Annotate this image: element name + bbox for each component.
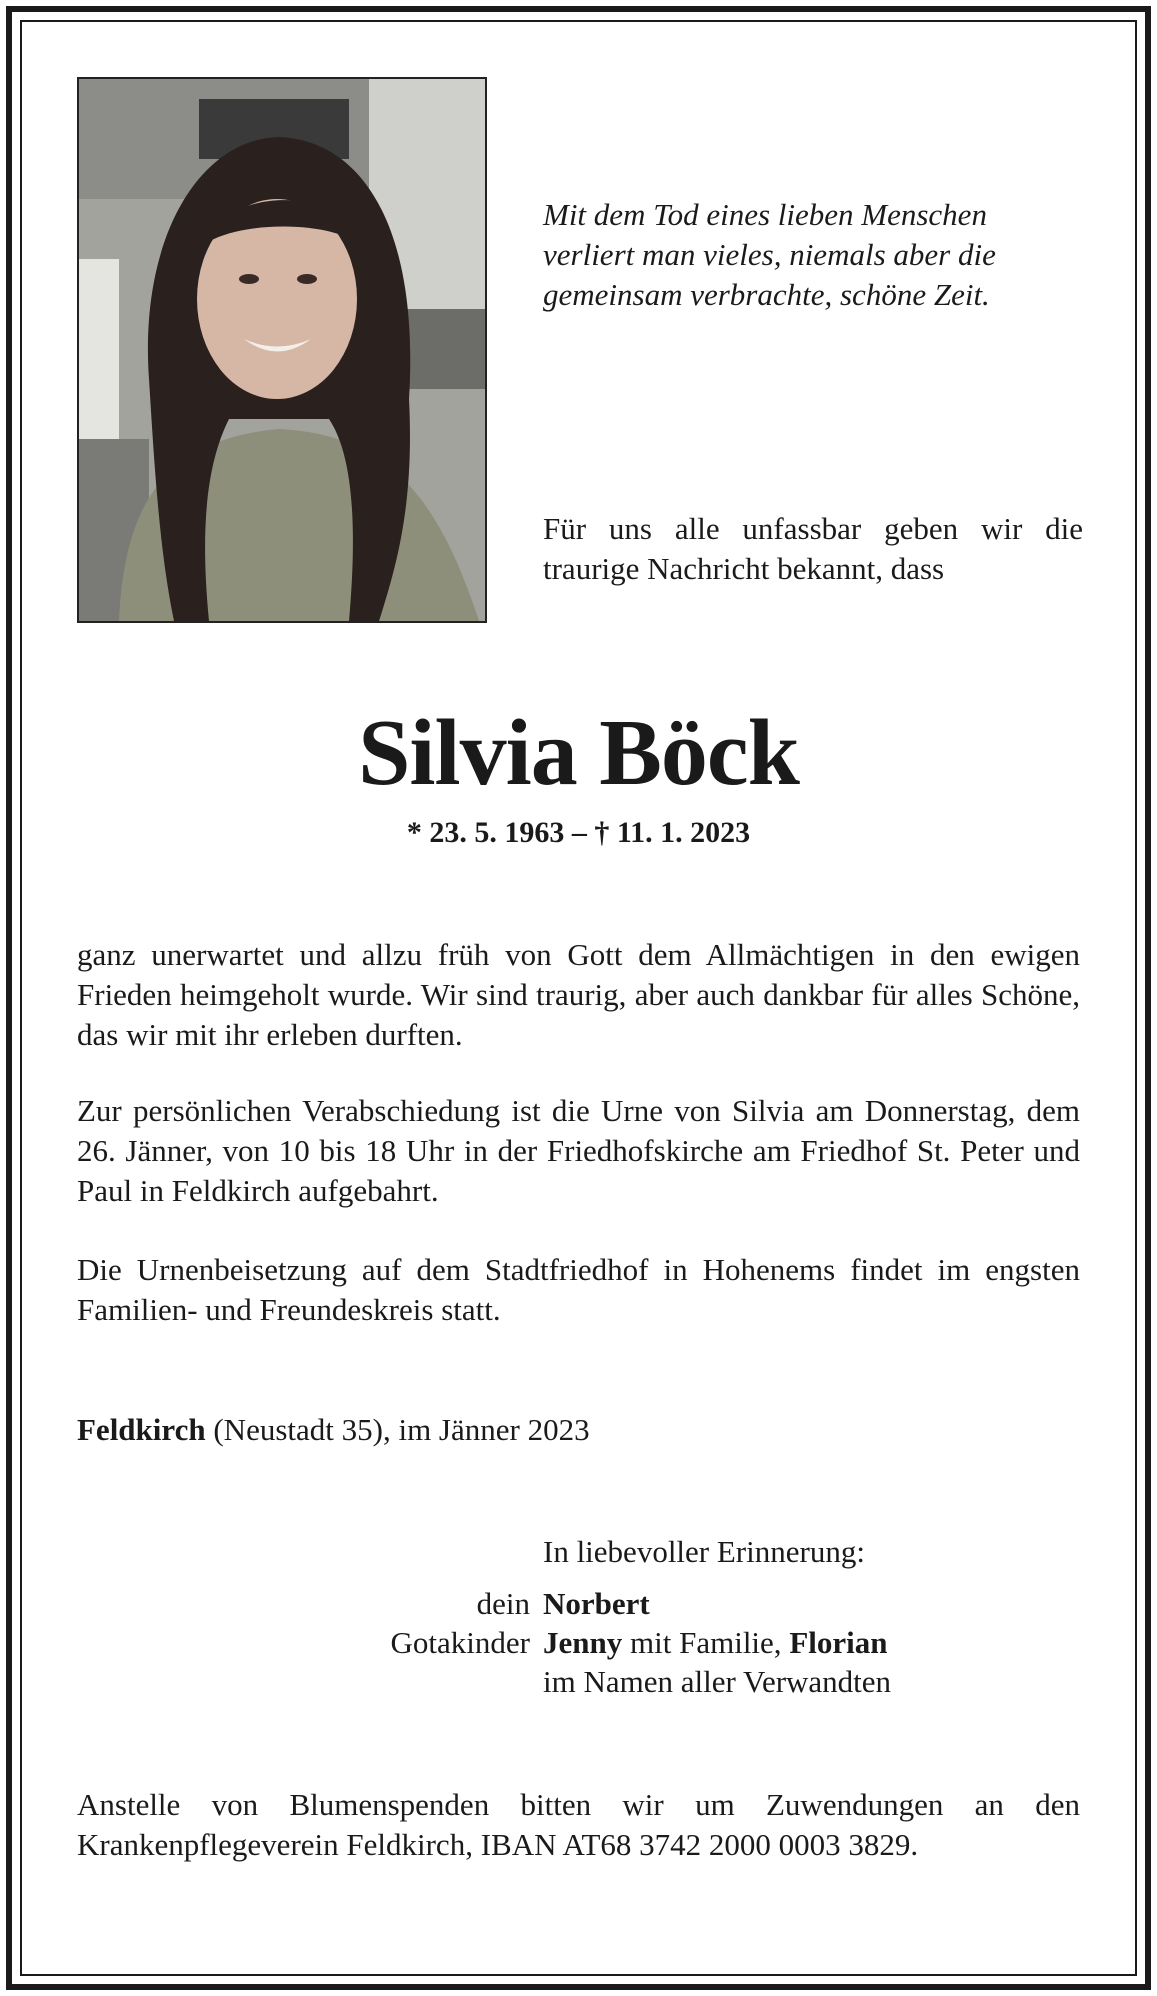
signature-intro: In liebevoller Erinnerung:	[543, 1534, 865, 1569]
paragraph-burial: Die Urnenbeisetzung auf dem Stadtfriedhof in Hohenems findet im engsten Familien- und Freundeskreis statt.	[77, 1252, 1080, 1327]
paragraph-passing: ganz unerwartet und allzu früh von Gott dem Allmächtigen in den ewigen Frieden heimgeholt wurde. Wir sind traurig, aber auch dankbar für alles Schöne, das wir mit ihr erleben durften.	[77, 937, 1080, 1052]
place-city: Feldkirch	[77, 1412, 206, 1447]
place-detail: (Neustadt 35), im Jänner 2023	[213, 1412, 590, 1447]
paragraph-farewell: Zur persönlichen Verabschiedung ist die Urne von Silvia am Donnerstag, dem 26. Jänner, von 10 bis 18 Uhr in der Friedhofskirche am Friedhof St. Peter und Paul in Feldkirch aufgebahrt.	[77, 1093, 1080, 1208]
announcement-text: Für uns alle unfassbar geben wir die traurige Nachricht bekannt, dass	[543, 511, 1083, 586]
mourner-name-norbert: Norbert	[543, 1586, 650, 1621]
quote-line-2: verliert man vieles, niemals aber die	[543, 237, 996, 272]
signature-value-partner	[543, 1584, 650, 1624]
quote-line-3: gemeinsam verbrachte, schöne Zeit.	[543, 277, 990, 312]
mourner-connector: mit Familie,	[630, 1625, 782, 1660]
place-and-date	[77, 1410, 590, 1450]
signature-relatives-text: im Namen aller Verwandten	[543, 1664, 892, 1699]
deceased-name: Silvia Böck	[358, 701, 799, 805]
quote-line-1: Mit dem Tod eines lieben Menschen	[543, 197, 987, 232]
signature-value-godchildren	[543, 1623, 887, 1663]
mourner-name-jenny: Jenny	[543, 1625, 623, 1660]
signature-label-dein: dein	[476, 1586, 530, 1621]
memorial-quote	[543, 195, 1083, 315]
portrait-photo	[77, 77, 487, 623]
donation-notice: Anstelle von Blumenspenden bitten wir um Zuwendungen an den Krankenpflegeverein Feldkirch, IBAN AT68 3742 2000 0003 3829.	[77, 1787, 1080, 1862]
signature-label-gotakinder: Gotakinder	[390, 1625, 530, 1660]
life-dates: * 23. 5. 1963 – † 11. 1. 2023	[406, 816, 751, 849]
mourner-name-florian: Florian	[789, 1625, 888, 1660]
